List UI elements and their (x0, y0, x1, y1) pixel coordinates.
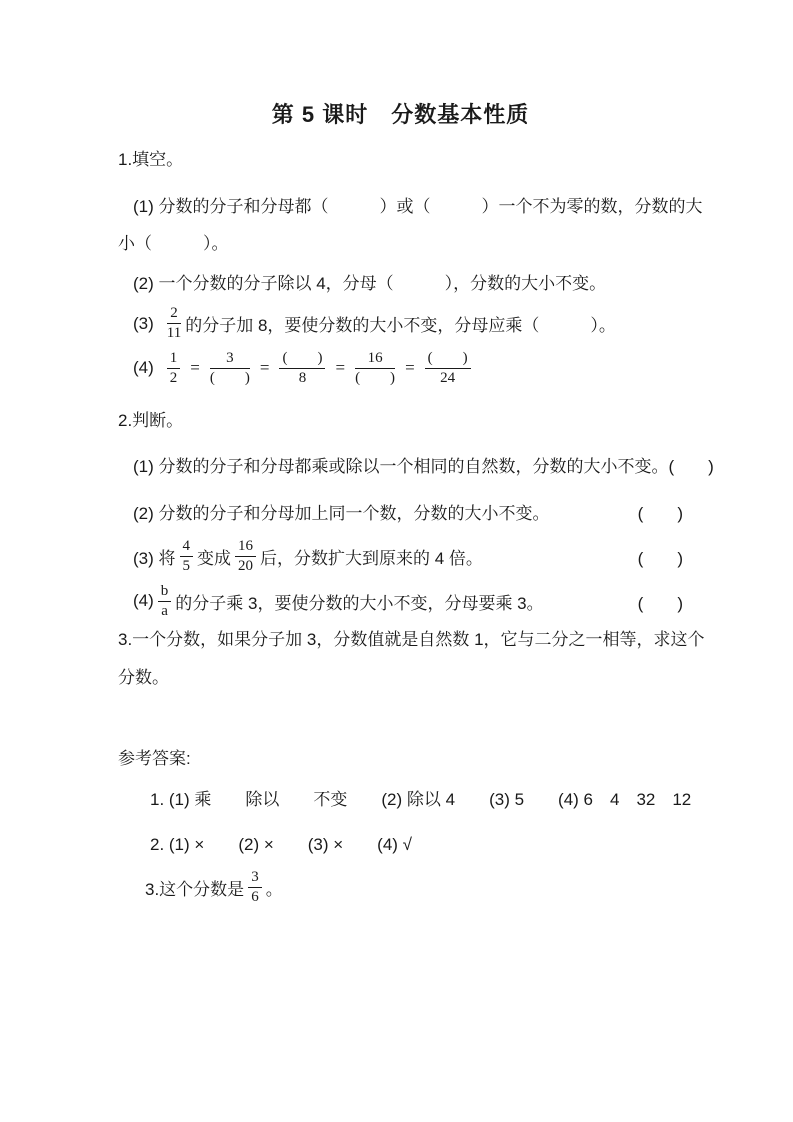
fill-item-3-label: (3) (133, 313, 154, 333)
fraction-blank-24 (425, 350, 471, 388)
fraction-numerator: 2 (167, 305, 181, 324)
fraction-3-blank (210, 350, 250, 388)
fraction-3-6 (248, 869, 262, 907)
answer-2: 2. (1) × (2) × (3) × (4) √ (150, 835, 413, 854)
judge-item-2 (118, 499, 683, 524)
section1-heading: 1.填空。 (118, 150, 184, 169)
fill-item-4-label: (4) (133, 358, 154, 378)
fraction-denominator: 6 (251, 889, 259, 906)
fraction-4-5 (180, 538, 194, 576)
fraction-denominator-blank: ( ) (355, 369, 396, 386)
fraction-denominator: 20 (238, 558, 253, 575)
fill-item-1-line1: (1) 分数的分子和分母都（ ）或（ ）一个不为零的数，分数的大 (133, 197, 703, 216)
problem3-line1: 3.一个分数，如果分子加 3，分数值就是自然数 1，它与二分之一相等，求这个 (118, 630, 705, 649)
judge-item-2-blank: ( ) (637, 504, 683, 523)
judge-item-1 (118, 452, 714, 477)
fraction-2-11 (167, 305, 181, 343)
fraction-denominator: a (161, 602, 168, 619)
fraction-denominator-blank: ( ) (209, 369, 250, 386)
equals-sign: = (259, 358, 270, 378)
answer-3-suffix: 。 (265, 880, 283, 900)
judge-item-3 (118, 538, 683, 576)
answer-3 (118, 869, 683, 907)
fraction-1-2 (167, 350, 181, 388)
fill-item-4 (118, 350, 683, 388)
judge-item-3-blank: ( ) (637, 549, 683, 569)
fraction-16-blank (355, 350, 395, 388)
problem3-line2: 分数。 (118, 668, 169, 687)
equals-sign: = (335, 358, 346, 378)
fraction-numerator: 3 (210, 350, 250, 369)
answer-1: 1. (1) 乘 除以 不变 (2) 除以 4 (3) 5 (4) 6 4 32 12 (150, 790, 692, 809)
page-title: 第 5 课时 分数基本性质 (271, 102, 530, 127)
fraction-numerator: 3 (248, 869, 262, 888)
judge-item-3-middle: 变成 (197, 549, 231, 569)
fraction-numerator-blank: ( ) (279, 350, 325, 369)
answers-heading: 参考答案: (118, 749, 191, 768)
equals-sign: = (405, 358, 415, 378)
judge-item-3-suffix: 后，分数扩大到原来的 4 倍。 (260, 549, 483, 569)
answer-3-prefix: 3.这个分数是 (145, 880, 245, 900)
equals-sign: = (190, 358, 200, 378)
fill-item-1-line2: 小（ ）。 (118, 234, 229, 253)
judge-item-1-blank: ( ) (668, 457, 714, 476)
fraction-numerator: b (158, 583, 172, 602)
judge-item-4-text (133, 583, 544, 621)
judge-item-1-text: (1) 分数的分子和分母都乘或除以一个相同的自然数，分数的大小不变。 (133, 457, 669, 476)
judge-item-4-suffix: 的分子乘 3，要使分数的大小不变，分母要乘 3。 (175, 593, 544, 613)
fraction-numerator: 16 (235, 538, 256, 557)
fraction-numerator: 4 (180, 538, 194, 557)
judge-item-4-blank: ( ) (637, 593, 683, 613)
judge-item-2-text: (2) 分数的分子和分母加上同一个数，分数的大小不变。 (133, 504, 550, 523)
fraction-b-a (158, 583, 172, 621)
fraction-blank-8 (279, 350, 325, 388)
fill-item-2: (2) 一个分数的分子除以 4，分母（ ），分数的大小不变。 (133, 274, 607, 293)
fill-item-3-text: 的分子加 8，要使分数的大小不变，分母应乘（ ）。 (185, 316, 616, 336)
fraction-16-20 (235, 538, 256, 576)
judge-item-4 (118, 583, 683, 621)
fill-item-3 (118, 305, 683, 343)
judge-item-3-text (133, 538, 483, 576)
judge-item-3-prefix: (3) 将 (133, 549, 176, 569)
section2-heading: 2.判断。 (118, 411, 184, 430)
fraction-numerator: 16 (355, 350, 395, 369)
fraction-denominator: 8 (298, 369, 307, 386)
fraction-denominator: 2 (169, 369, 178, 386)
fraction-denominator: 5 (182, 558, 190, 575)
fraction-denominator: 11 (166, 325, 182, 342)
judge-item-4-prefix: (4) (133, 591, 154, 611)
fraction-denominator: 24 (440, 369, 456, 386)
fraction-numerator-blank: ( ) (425, 350, 471, 369)
fraction-numerator: 1 (167, 350, 181, 369)
